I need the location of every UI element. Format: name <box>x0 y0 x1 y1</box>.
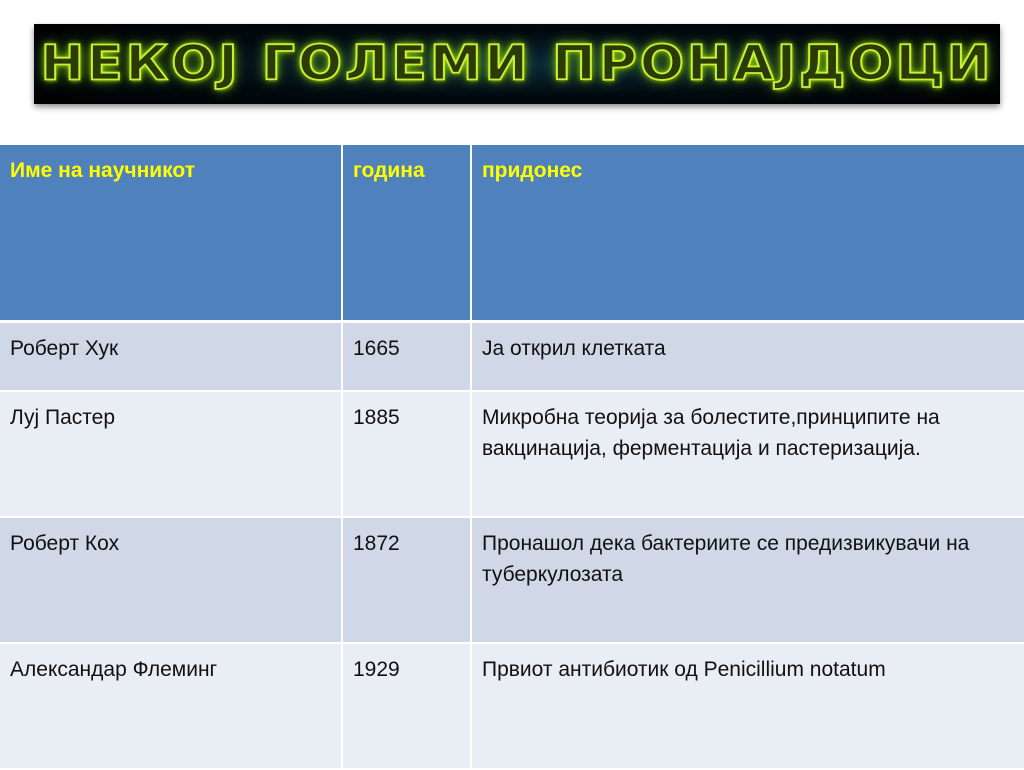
table-row <box>0 643 1024 769</box>
header-contribution: придонес <box>471 145 1024 321</box>
table-row <box>0 517 1024 643</box>
cell-scientist-name: Луј Пастер <box>0 391 342 517</box>
cell-year: 1885 <box>342 391 471 517</box>
header-scientist-name: Име на научникот <box>0 145 342 321</box>
table-row <box>0 321 1024 391</box>
cell-scientist-name: Роберт Кох <box>0 517 342 643</box>
cell-year: 1929 <box>342 643 471 769</box>
slide-title: НЕКОЈ ГОЛЕМИ ПРОНАЈДОЦИ <box>40 36 994 92</box>
cell-scientist-name: Роберт Хук <box>0 321 342 391</box>
cell-contribution: Микробна теорија за болестите,принципите на вакцинација, ферментација и пастеризација. <box>471 391 1024 517</box>
cell-year: 1872 <box>342 517 471 643</box>
table-row <box>0 391 1024 517</box>
header-year: година <box>342 145 471 321</box>
cell-year: 1665 <box>342 321 471 391</box>
discoveries-table <box>0 145 1024 770</box>
cell-scientist-name: Александар Флеминг <box>0 643 342 769</box>
cell-contribution: Ја открил клетката <box>471 321 1024 391</box>
title-banner <box>34 24 1000 104</box>
table-header-row <box>0 145 1024 321</box>
cell-contribution: Првиот антибиотик од Penicillium notatum <box>471 643 1024 769</box>
cell-contribution: Пронашол дека бактериите се предизвикувачи на туберкулозата <box>471 517 1024 643</box>
